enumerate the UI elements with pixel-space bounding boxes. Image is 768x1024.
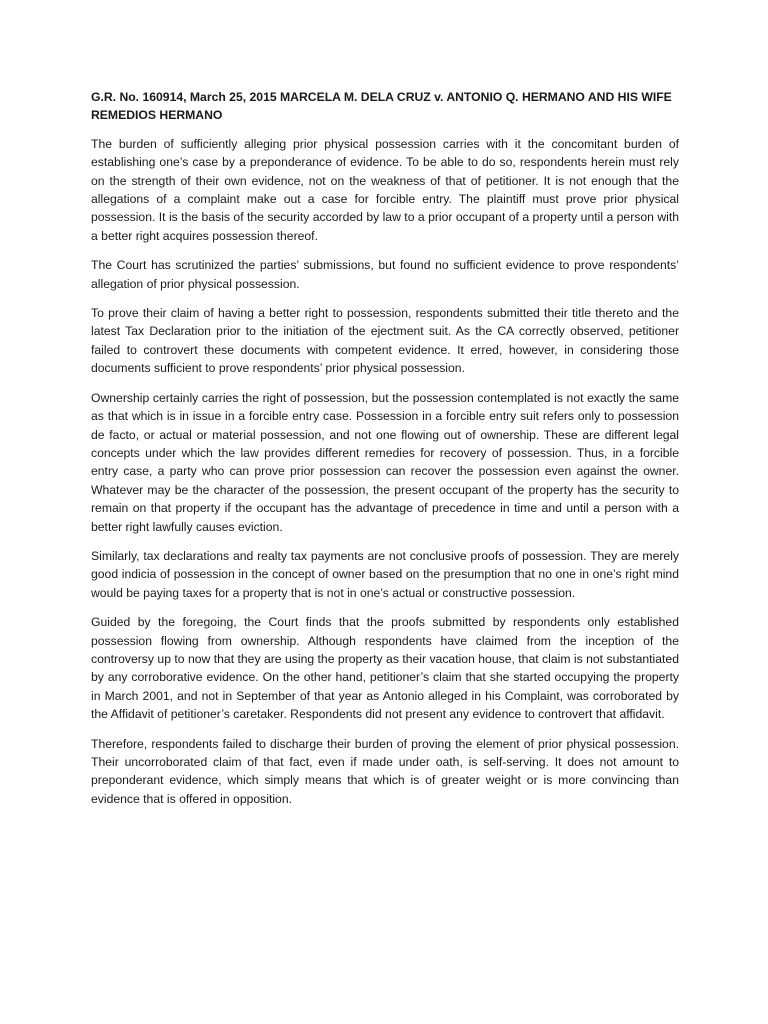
paragraph-6: Guided by the foregoing, the Court finds that the proofs submitted by respondents only established possession flowing from ownership. Although respondents have claimed from the inception of the controversy up to now that they are using the property as their vacation house, that claim is not substantiated by any corroborative evidence. On the other hand, petitioner’s claim that she started occupying the property in March 2001, and not in September of that year as Antonio alleged in his Complaint, was corroborated by the Affidavit of petitioner’s caretaker. Respondents did not present any evidence to controvert that affidavit. bbox=[91, 615, 679, 722]
paragraph-7: Therefore, respondents failed to discharge their burden of proving the element of prior physical possession. Their uncorroborated claim of that fact, even if made under oath, is self-serving. It does not amount to preponderant evidence, which simply means that which is of greater weight or is more convincing than evidence that is offered in opposition. bbox=[91, 736, 679, 806]
document-page bbox=[91, 88, 679, 819]
paragraph-1: The burden of sufficiently alleging prior physical possession carries with it the concomitant burden of establishing one’s case by a preponderance of evidence. To be able to do so, respondents herein must rely on the strength of their own evidence, not on the weakness of that of petitioner. It is not enough that the allegations of a complaint make out a case for forcible entry. The plaintiff must prove prior physical possession. It is the basis of the security accorded by law to a prior occupant of a property until a person with a better right acquires possession thereof. bbox=[91, 136, 679, 243]
paragraph-2: The Court has scrutinized the parties’ submissions, but found no sufficient evidence to prove respondents’ allegation of prior physical possession. bbox=[91, 258, 679, 291]
paragraph-3: To prove their claim of having a better right to possession, respondents submitted their title thereto and the latest Tax Declaration prior to the initiation of the ejectment suit. As the CA correctly observed, petitioner failed to controvert these documents with competent evidence. It erred, however, in considering those documents sufficient to prove respondents’ prior physical possession. bbox=[91, 306, 679, 376]
case-title: G.R. No. 160914, March 25, 2015 MARCELA M. DELA CRUZ v. ANTONIO Q. HERMANO AND HIS WIFE REMEDIOS HERMANO bbox=[91, 90, 672, 123]
paragraph-4: Ownership certainly carries the right of possession, but the possession contemplated is not exactly the same as that which is in issue in a forcible entry case. Possession in a forcible entry suit refers only to possession de facto, or actual or material possession, and not one flowing out of ownership. These are different legal concepts under which the law provides different remedies for recovery of possession. Thus, in a forcible entry case, a party who can prove prior possession can recover the possession even against the owner. Whatever may be the character of the possession, the present occupant of the property has the security to remain on that property if the occupant has the advantage of precedence in time and until a person with a better right lawfully causes eviction. bbox=[91, 390, 679, 534]
paragraph-5: Similarly, tax declarations and realty tax payments are not conclusive proofs of possession. They are merely good indicia of possession in the concept of owner based on the presumption that no one in one’s right mind would be paying taxes for a property that is not in one’s actual or constructive possession. bbox=[91, 548, 679, 600]
